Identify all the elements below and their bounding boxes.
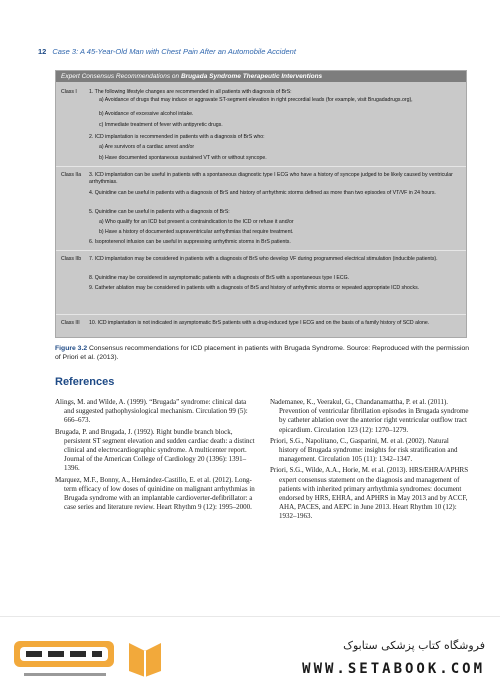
- figure-caption: [55, 344, 470, 362]
- class-label-iii: Class III: [61, 320, 80, 326]
- book-emblem-icon: [125, 637, 165, 679]
- class-label-iib: Class IIb: [61, 256, 82, 262]
- references-heading: References: [55, 376, 115, 388]
- class-label-iia: Class IIa: [61, 172, 82, 178]
- rec-item-2a: a) Are survivors of a cardiac arrest and/or: [99, 144, 195, 150]
- rec-item-6: 6. Isoproterenol infusion can be useful in suppressing arrhythmic storms in BrS patients.: [89, 239, 291, 245]
- shop-footer: [0, 616, 500, 700]
- rec-item-4: 4. Quinidine can be useful in patients with a diagnosis of BrS and history of arrhythmic storms defined as more than two episodes of VT/VF in 24 hours.: [89, 190, 436, 196]
- figure-label: Figure 3.2: [55, 345, 88, 352]
- running-title: Case 3: A 45-Year-Old Man with Chest Pain After an Automobile Accident: [52, 46, 296, 56]
- references-right-column: [270, 398, 470, 524]
- setabook-logo[interactable]: [10, 635, 120, 683]
- class-divider: [56, 166, 466, 167]
- caption-text: Consensus recommendations for ICD placement in patients with Brugada Syndrome. Source: Reproduced with the permission of Priori et al. (2013).: [55, 345, 470, 361]
- references-left-column: [55, 398, 255, 514]
- reference-entry: Marquez, M.F., Bonny, A., Hernández-Castillo, E. et al. (2012). Long-term efficacy of low doses of quinidine on malignant arrhythmias in Brugada syndrome with an implantable cardioverter-defibrillator: a case series and literature review. Heart Rhythm 9 (12): 1995–2000.: [55, 475, 255, 512]
- rec-item-1: 1. The following lifestyle changes are recommended in all patients with diagnosis of BrS:: [89, 89, 292, 95]
- rec-item-1b: b) Avoidance of excessive alcohol intake.: [99, 111, 194, 117]
- reference-entry: Priori, S.G., Napolitano, C., Gasparini, M. et al. (2002). Natural history of Brugada syndrome: insights for risk stratification and management. Circulation 105 (11): 1342–1347.: [270, 436, 458, 464]
- rec-item-3: 3. ICD implantation can be useful in patients with a spontaneous diagnostic type I ECG who have a history of syncope judged to be likely caused by ventricular arrhythmias.: [89, 172, 453, 185]
- shop-url[interactable]: WWW.SETABOOK.COM: [302, 661, 485, 677]
- box-title: Expert Consensus Recommendations on Brugada Syndrome Therapeutic Interventions: [56, 71, 466, 82]
- reference-entry: Nademanee, K., Veerakul, G., Chandanamattha, P. et al. (2011). Prevention of ventricular fibrillation episodes in Brugada syndrome by catheter ablation over the anterior right ventricular outflow tract epicardium. Circulation 123 (12): 1270–1279.: [270, 398, 469, 434]
- rec-item-5: 5. Quinidine can be useful in patients with a diagnosis of BrS:: [89, 209, 230, 215]
- reference-entry: Brugada, P. and Brugada, J. (1992). Right bundle branch block, persistent ST segment elevation and sudden cardiac death: a distinct clinical and electrocardiographic syndrome. A multicenter report. Journal of the American College of Cardiology 20 (1396): 1391–1396.: [55, 427, 255, 473]
- rec-item-2b: b) Have documented spontaneous sustained VT with or without syncope.: [99, 155, 267, 161]
- class-divider: [56, 314, 466, 315]
- reference-entry: Alings, M. and Wilde, A. (1999). “Brugada” syndrome: clinical data and suggested pathophysiological mechanism. Circulation 99 (5): 666–673.: [55, 398, 248, 425]
- rec-item-9: 9. Catheter ablation may be considered in patients with a diagnosis of BrS and history of arrhythmic storms or repeated appropriate ICD shocks.: [89, 285, 420, 291]
- shop-name: فروشگاه کتاب پزشکی ستابوک: [343, 639, 485, 652]
- rec-item-1a: a) Avoidance of drugs that may induce or aggravate ST-segment elevation in right precordial leads (for example, visit Brugadadrugs.org),: [99, 97, 413, 103]
- rec-item-5b: b) Have a history of documented supraventricular arrhythmias that require treatment.: [99, 229, 294, 235]
- rec-item-1c: c) Immediate treatment of fever with antipyretic drugs.: [99, 122, 223, 128]
- reference-entry: Priori, S.G., Wilde, A.A., Horie, M. et al. (2013). HRS/EHRA/APHRS expert consensus statement on the diagnosis and management of patients with inherited primary arrhythmia syndromes: document endorsed by HRS, EHRA, and APHRS in May 2013 and by ACCF, AHA, PACES, and AEPC in June 2013. Heart Rhythm 10 (12): 1932–1963.: [270, 466, 469, 521]
- rec-item-8: 8. Quinidine may be considered in asymptomatic patients with a diagnosis of BrS with a spontaneous type I ECG.: [89, 275, 350, 281]
- rec-item-5a: a) Who qualify for an ICD but present a contraindication to the ICD or refuse it and/or: [99, 219, 294, 225]
- recommendations-box: [55, 70, 467, 338]
- rec-item-7: 7. ICD implantation may be considered in patients with a diagnosis of BrS who develop VF during programmed electrical stimulation (inducible patients).: [89, 256, 438, 262]
- page-number: 12: [38, 46, 47, 56]
- class-label-i: Class I: [61, 89, 77, 95]
- rec-item-10: 10. ICD implantation is not indicated in asymptomatic BrS patients with a drug-induced type I ECG and on the basis of a family history of SCD alone.: [89, 320, 430, 326]
- running-header: [38, 44, 460, 58]
- rec-item-2: 2. ICD implantation is recommended in patients with a diagnosis of BrS who:: [89, 134, 265, 140]
- class-divider: [56, 250, 466, 251]
